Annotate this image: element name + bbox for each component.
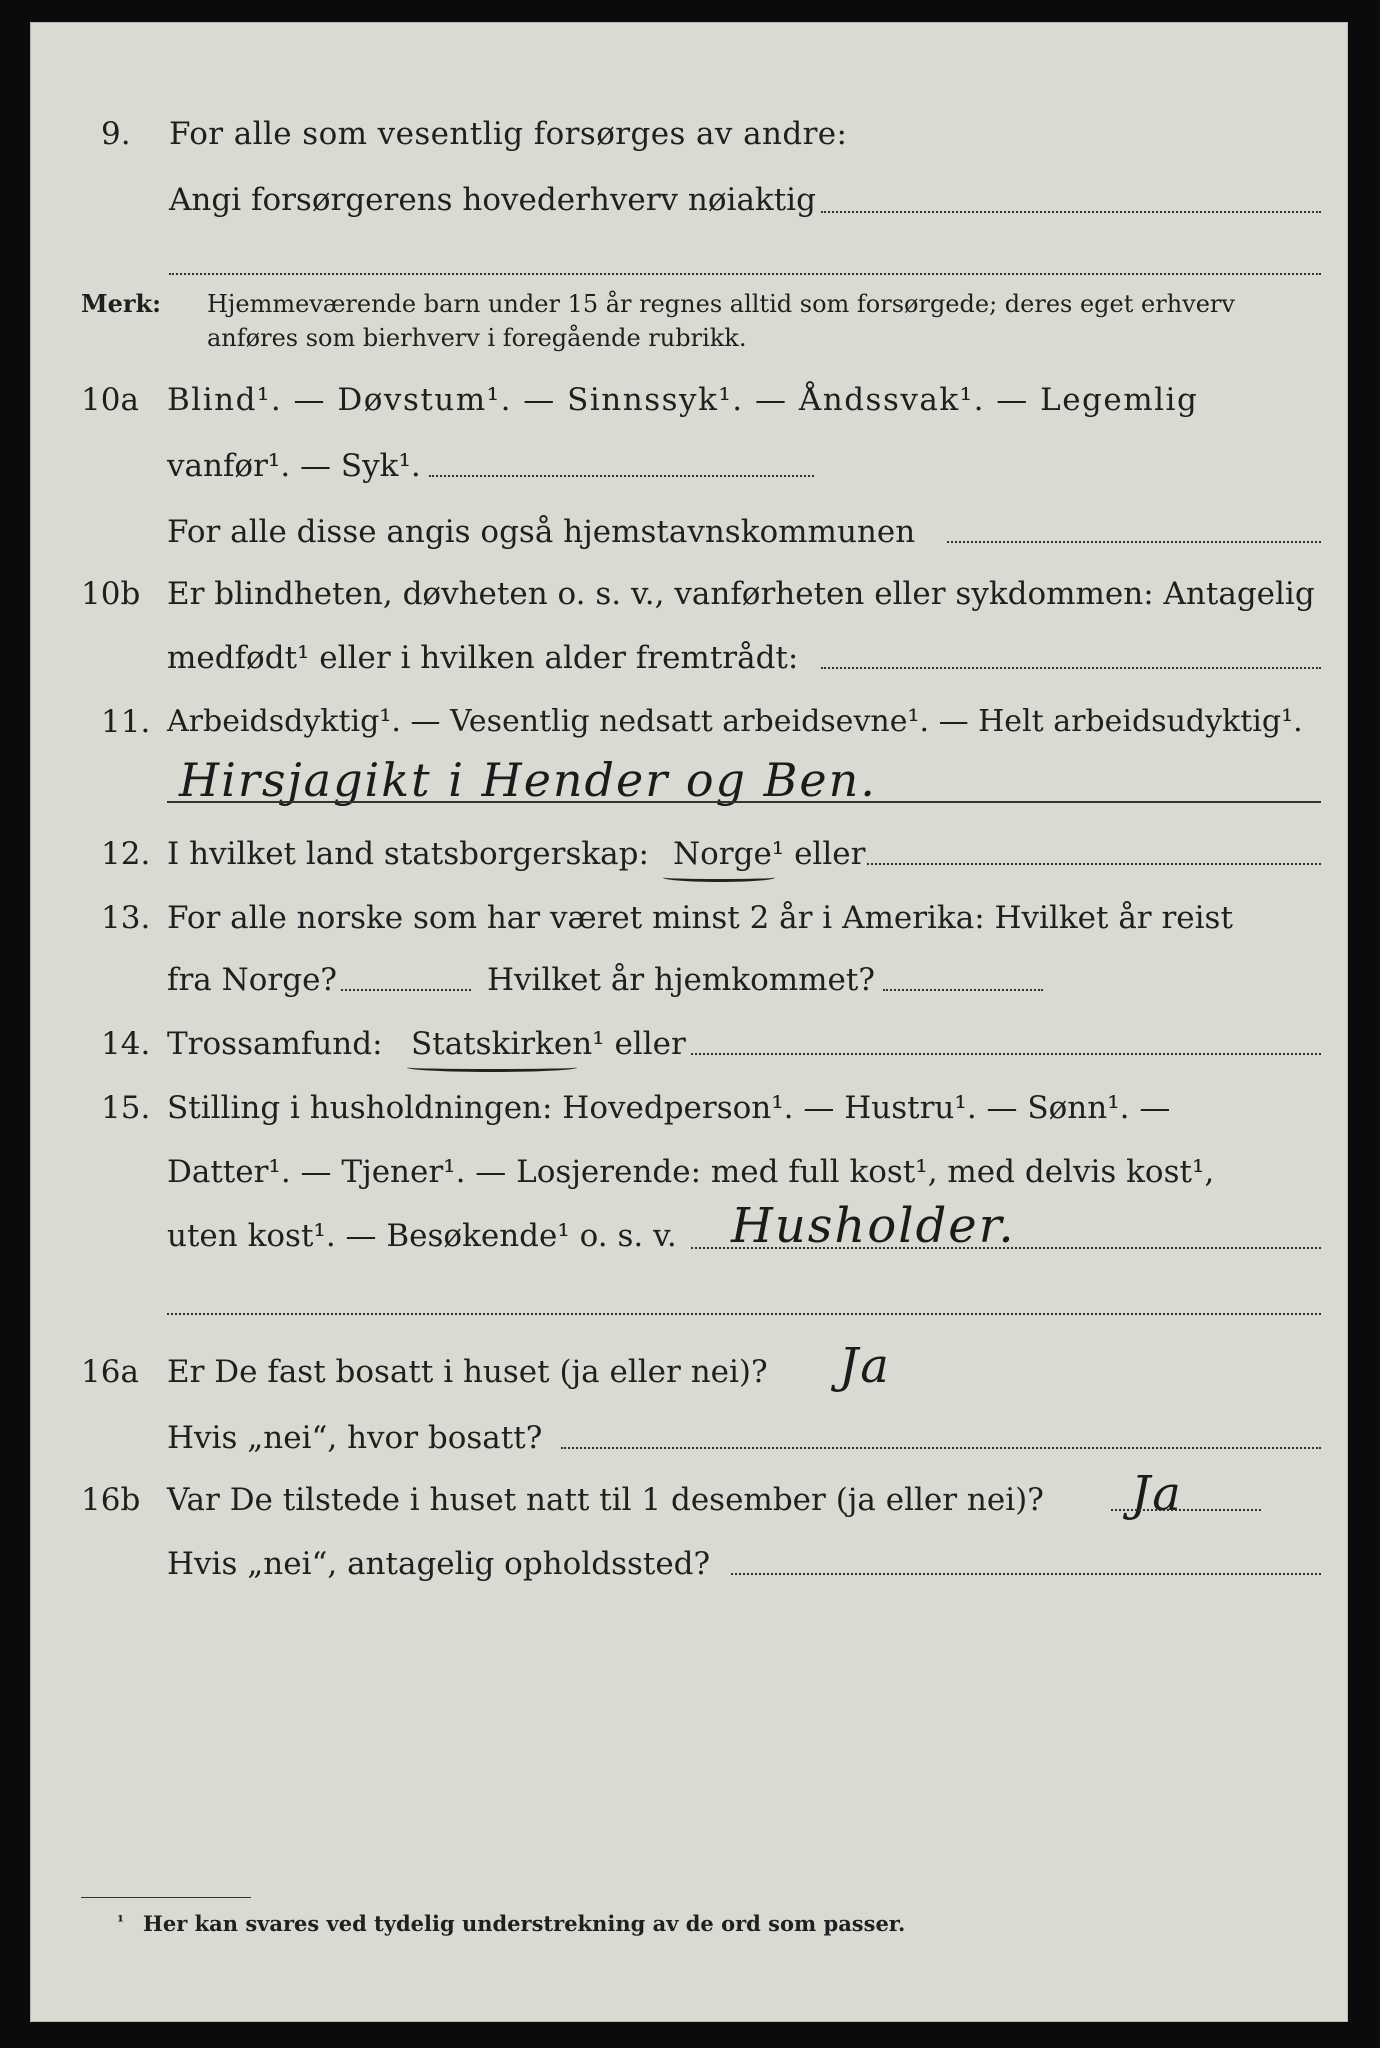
q15-number: 15. [101, 1090, 151, 1126]
q16b-number: 16b [81, 1482, 141, 1518]
q11-line1: Arbeidsdyktig¹. — Vesentlig nedsatt arbeidsevne¹. — Helt arbeidsudyktig¹. [167, 704, 1303, 739]
q10b-line2: medfødt¹ eller i hvilken alder fremtrådt: [167, 640, 799, 676]
q12-number: 12. [101, 836, 151, 872]
q15-line1: Stilling i husholdningen: Hovedperson¹. — Hustru¹. — Sønn¹. — [167, 1090, 1171, 1126]
q16a-line1: Er De fast bosatt i huset (ja eller nei)? [167, 1354, 768, 1390]
q9-answer-line-2[interactable] [169, 273, 1321, 275]
q14-text: Trossamfund: [167, 1026, 383, 1062]
q13-number: 13. [101, 900, 151, 936]
q10a-line3: For alle disse angis også hjemstavnskommunen [167, 514, 916, 550]
q14-option: Statskirken¹ eller [411, 1026, 686, 1062]
q9-line2: Angi forsørgerens hovederhverv nøiaktig [169, 182, 816, 218]
q11-handwritten-answer: Hirsjagikt i Hender og Ben. [179, 753, 877, 807]
q16a-number: 16a [81, 1354, 139, 1390]
q15-answer-line[interactable] [691, 1247, 1321, 1249]
q10a-line2: vanfør¹. — Syk¹. [167, 448, 421, 484]
q16a-answer-line[interactable] [561, 1447, 1321, 1449]
q13-line2a: fra Norge? [167, 962, 338, 998]
q16b-answer-line-2[interactable] [731, 1573, 1321, 1575]
q16b-answer-line[interactable] [1111, 1509, 1261, 1511]
q14-number: 14. [101, 1026, 151, 1062]
q15-line2: Datter¹. — Tjener¹. — Losjerende: med full kost¹, med delvis kost¹, [167, 1154, 1215, 1190]
q12-option: Norge¹ eller [673, 836, 866, 872]
q12-norge-underline [663, 873, 775, 882]
merk-line1: Hjemmeværende barn under 15 år regnes alltid som forsørgede; deres eget erhverv [207, 290, 1235, 318]
q12-text: I hvilket land statsborgerskap: [167, 836, 649, 872]
q16a-handwritten-answer: Ja [839, 1338, 891, 1394]
q16b-line2: Hvis „nei“, antagelig opholdssted? [167, 1546, 711, 1582]
q10b-line1: Er blindheten, døvheten o. s. v., vanførheten eller sykdommen: Antagelig [167, 576, 1315, 612]
q15-handwritten-answer: Husholder. [731, 1198, 1016, 1254]
footnote-marker: ¹ [117, 1912, 125, 1931]
q13-line1: For alle norske som har været minst 2 år i Amerika: Hvilket år reist [167, 900, 1233, 936]
q12-answer-line[interactable] [867, 863, 1321, 865]
q16b-handwritten-answer: Ja [1131, 1466, 1183, 1522]
q9-number: 9. [101, 116, 131, 152]
q13-year-left-line[interactable] [341, 989, 471, 991]
q13-year-returned-line[interactable] [883, 989, 1043, 991]
merk-label: Merk: [81, 289, 161, 318]
q11-answer-line[interactable] [167, 801, 1321, 803]
q15-answer-line-2[interactable] [167, 1313, 1321, 1315]
footnote-text: Her kan svares ved tydelig understrekning av de ord som passer. [143, 1911, 906, 1936]
q10a-number: 10a [81, 382, 139, 418]
q9-line1: For alle som vesentlig forsørges av andre: [169, 116, 848, 152]
q10a-line1: Blind¹. — Døvstum¹. — Sinnssyk¹. — Åndssvak¹. — Legemlig [167, 382, 1199, 418]
q10a-municipality-line[interactable] [947, 541, 1321, 543]
q10a-answer-line[interactable] [429, 475, 814, 477]
q13-line2b: Hvilket år hjemkommet? [487, 962, 875, 998]
census-form-page [30, 22, 1348, 2022]
q14-answer-line[interactable] [691, 1053, 1321, 1055]
q10b-answer-line[interactable] [821, 667, 1321, 669]
q11-number: 11. [101, 704, 151, 740]
q16b-line1: Var De tilstede i huset natt til 1 desember (ja eller nei)? [167, 1482, 1044, 1518]
merk-line2: anføres som bierhverv i foregående rubrikk. [207, 324, 747, 352]
q15-line3: uten kost¹. — Besøkende¹ o. s. v. [167, 1218, 677, 1254]
footnote-rule [81, 1897, 251, 1898]
q10b-number: 10b [81, 576, 141, 612]
q9-answer-line[interactable] [821, 211, 1321, 213]
q14-statskirken-underline [407, 1063, 577, 1072]
q16a-line2: Hvis „nei“, hvor bosatt? [167, 1420, 543, 1456]
